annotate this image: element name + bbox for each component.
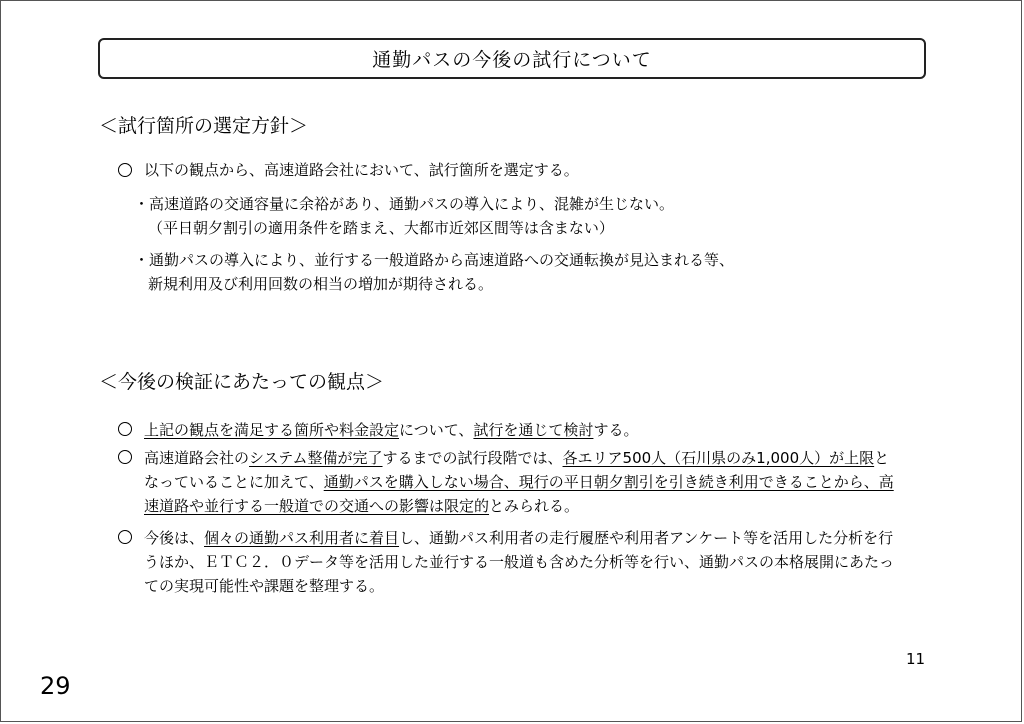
page-number-right: 11 xyxy=(906,650,926,668)
body-text: する。 xyxy=(593,421,639,439)
circle-bullet-icon xyxy=(118,450,132,464)
bullet-line: 新規利用及び利用回数の相当の増加が期待される。 xyxy=(148,275,494,293)
verification-item-3 xyxy=(118,526,904,598)
selection-bullet-2 xyxy=(134,248,734,296)
selection-lead xyxy=(118,159,579,181)
verification-item-text xyxy=(144,418,904,442)
circle-bullet-icon xyxy=(118,163,132,177)
underlined-text: 個々の通勤パス利用者に着目 xyxy=(204,529,400,547)
bullet-line: ・高速道路の交通容量に余裕があり、通勤パスの導入により、混雑が生じない。 xyxy=(134,195,675,213)
body-text: とみられる。 xyxy=(489,497,580,515)
verification-item-text xyxy=(144,526,904,598)
underlined-text: 通勤パスを購入しない場合、現行の平日朝夕割引を引き続き利用できることから、高速道路や並行する一般道での交通への影響は限定的 xyxy=(144,473,894,515)
circle-bullet-icon xyxy=(118,530,132,544)
underlined-text: 上記の観点を満足する箇所や料金設定 xyxy=(144,421,400,439)
body-text: となっていることに加えて、 xyxy=(144,449,890,491)
page-number-left: 29 xyxy=(40,672,71,700)
underlined-text: システム整備が完了 xyxy=(249,449,383,467)
section-heading-selection-policy: ＜試行箇所の選定方針＞ xyxy=(99,115,309,137)
title-box xyxy=(98,38,926,79)
body-text: 高速道路会社の xyxy=(144,449,250,467)
verification-item-2 xyxy=(118,446,904,518)
section-heading-verification: ＜今後の検証にあたっての観点＞ xyxy=(99,371,385,393)
selection-lead-text: 以下の観点から、高速道路会社において、試行箇所を選定する。 xyxy=(144,161,579,179)
selection-bullet-1 xyxy=(134,192,674,240)
verification-item-text xyxy=(144,446,904,518)
bullet-line: （平日朝夕割引の適用条件を踏まえ、大都市近郊区間等は含まない） xyxy=(148,219,614,237)
body-text: するまでの試行段階では、 xyxy=(382,449,563,467)
underlined-text: 各エリア500人（石川県のみ1,000人）が上限 xyxy=(562,449,875,467)
body-text: 今後は、 xyxy=(144,529,205,547)
body-text: について、 xyxy=(399,421,474,439)
slide-title: 通勤パスの今後の試行について xyxy=(372,49,652,71)
underlined-text: 試行を通じて検討 xyxy=(473,421,594,439)
verification-item-1 xyxy=(118,418,904,442)
bullet-line: ・通勤パスの導入により、並行する一般道路から高速道路への交通転換が見込まれる等、 xyxy=(134,251,735,269)
circle-bullet-icon xyxy=(118,422,132,436)
body-text: し、通勤パス利用者の走行履歴や利用者アンケート等を活用した分析を行うほか、ＥＴＣ２．０データ等を活用した並行する一般道も含めた分析等を行い、通勤パスの本格展開にあたっての実現可能性や課題を整理する。 xyxy=(144,529,895,595)
